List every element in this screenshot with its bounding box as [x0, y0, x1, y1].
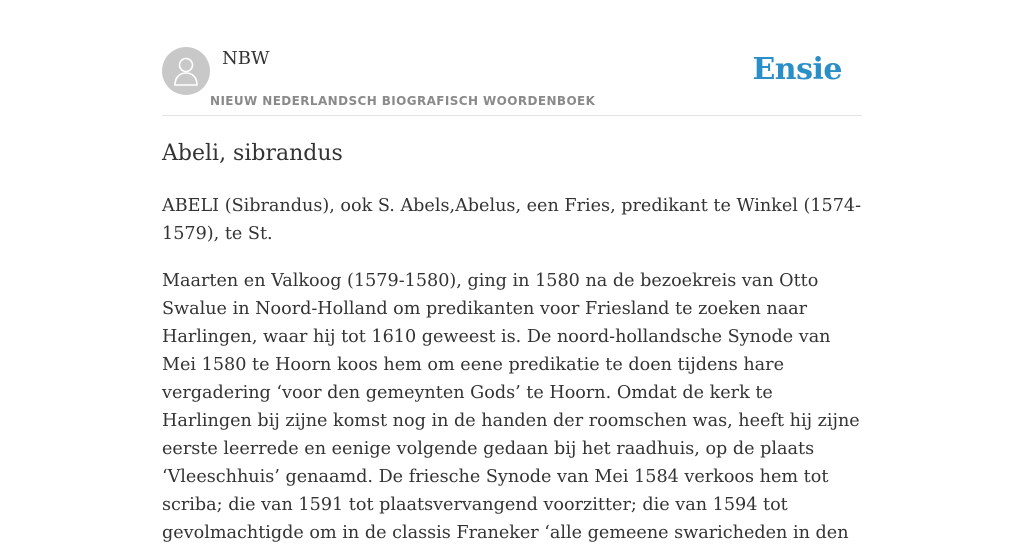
- article-paragraph: ABELI (Sibrandus), ook S. Abels,Abelus, een Fries, predikant te Winkel (1574-1579), te St.: [162, 196, 862, 244]
- user-icon: [172, 56, 200, 86]
- source-title[interactable]: NIEUW NEDERLANDSCH BIOGRAFISCH WOORDENBOEK: [210, 94, 596, 108]
- header-divider: [162, 115, 862, 116]
- article-title: Abeli, sibrandus: [162, 141, 343, 166]
- article-header: [162, 46, 862, 116]
- avatar[interactable]: [162, 47, 210, 95]
- article-paragraph: Maarten en Valkoog (1579-1580), ging in 1580 na de bezoekreis van Otto Swalue in Noord-Holland om predikanten voor Friesland te zoeken naar Harlingen, waar hij tot 1610 geweest is. De noord-hollandsche Synode van Mei 1580 te Hoorn koos hem om eene predikatie te doen tijdens hare vergadering ‘voor den gemeynten Gods’ te Hoorn. Omdat de kerk te Harlingen bij zijne komst nog in de handen der roomschen was, heeft hij zijne eerste leerrede en eenige volgende gedaan bij het raadhuis, op de plaats ‘Vleeschhuis’ genaamd. De friesche Synode van Mei 1584 verkoos hem tot scriba; die van 1591 tot plaatsvervangend voorzitter; die van 1594 tot gevolmachtigde om in de classis Franeker ‘alle gemeene swaricheden in den: [162, 271, 860, 543]
- brand-logo[interactable]: Ensie: [752, 52, 842, 87]
- author-name[interactable]: NBW: [222, 48, 270, 69]
